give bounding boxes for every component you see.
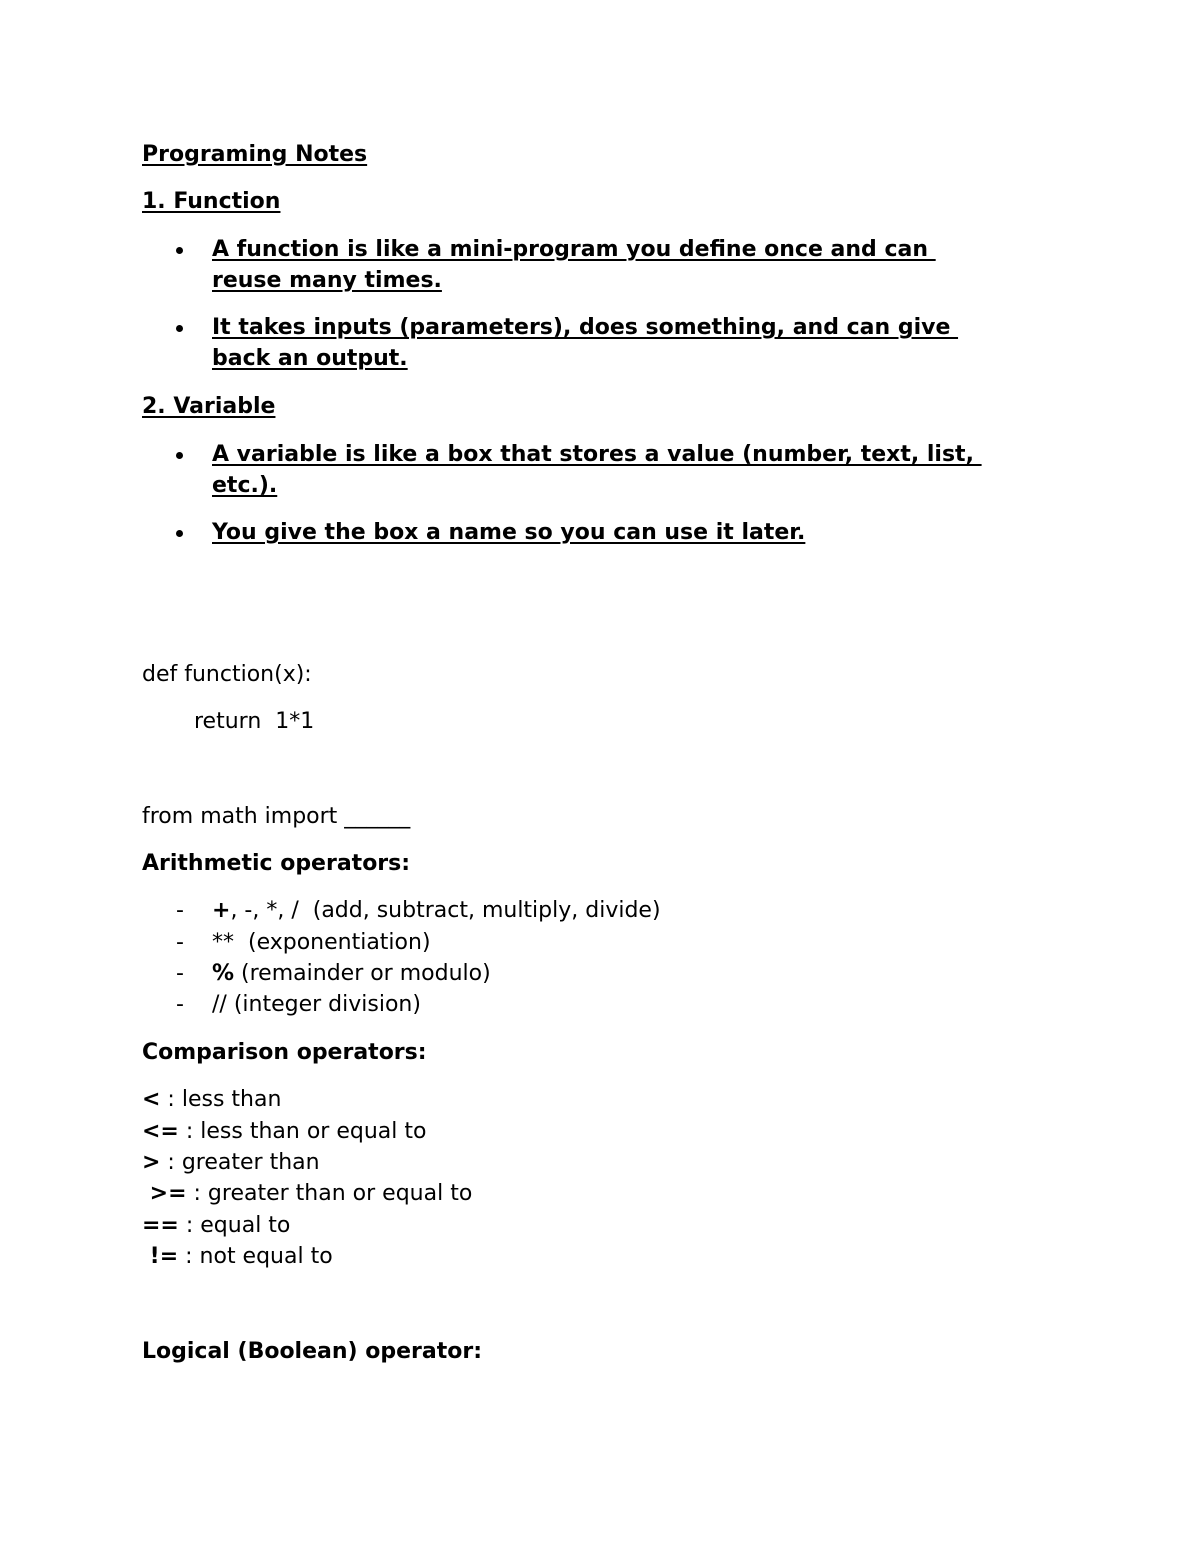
arithmetic-item-4 xyxy=(212,991,421,1019)
operator-description: (remainder or modulo) xyxy=(234,961,491,986)
arithmetic-heading: Arithmetic operators: xyxy=(142,851,411,876)
code-line-return: return 1*1 xyxy=(194,709,315,734)
operator-description: , -, *, / (add, subtract, multiply, divide) xyxy=(230,898,661,923)
function-bullet-2-line-1: It takes inputs (parameters), does something, and can give xyxy=(212,315,959,340)
comparison-item-1 xyxy=(142,1086,281,1114)
operator-symbol: + xyxy=(212,898,231,923)
function-bullet-1-line-2: reuse many times. xyxy=(212,268,442,293)
list-dash: - xyxy=(176,992,184,1017)
operator-description: (integer division) xyxy=(226,992,421,1017)
document-title: Programing Notes xyxy=(142,142,368,167)
function-bullet-1-line-1: A function is like a mini-program you define once and can xyxy=(212,237,936,262)
operator-description: : equal to xyxy=(178,1213,291,1238)
function-bullet-2-line-2: back an output. xyxy=(212,346,408,371)
bullet-icon xyxy=(176,530,183,537)
section-heading-variable: 2. Variable xyxy=(142,394,276,419)
comparison-item-3 xyxy=(142,1149,320,1177)
operator-description: : greater than xyxy=(160,1150,320,1175)
code-line-import: from math import ______ xyxy=(142,804,411,829)
operator-description: : less than or equal to xyxy=(178,1119,427,1144)
operator-description: : less than xyxy=(160,1087,282,1112)
arithmetic-item-2 xyxy=(212,929,431,957)
list-dash: - xyxy=(176,930,184,955)
operator-symbol: < xyxy=(142,1087,161,1112)
operator-symbol: ** xyxy=(212,930,234,955)
operator-description: : not equal to xyxy=(178,1244,333,1269)
operator-description: (exponentiation) xyxy=(234,930,431,955)
arithmetic-item-1 xyxy=(212,897,661,925)
list-dash: - xyxy=(176,961,184,986)
operator-symbol: != xyxy=(142,1244,179,1269)
variable-bullet-1-line-1: A variable is like a box that stores a value (number, text, list, xyxy=(212,442,982,467)
list-dash: - xyxy=(176,898,184,923)
comparison-item-5 xyxy=(142,1212,290,1240)
comparison-item-6 xyxy=(142,1243,333,1271)
comparison-heading: Comparison operators: xyxy=(142,1040,427,1065)
bullet-icon xyxy=(176,325,183,332)
bullet-icon xyxy=(176,452,183,459)
logical-heading: Logical (Boolean) operator: xyxy=(142,1339,483,1364)
comparison-item-2 xyxy=(142,1118,426,1146)
bullet-icon xyxy=(176,247,183,254)
variable-bullet-1-line-2: etc.). xyxy=(212,473,278,498)
section-heading-function: 1. Function xyxy=(142,189,281,214)
operator-symbol: % xyxy=(212,961,235,986)
operator-description: : greater than or equal to xyxy=(186,1181,473,1206)
operator-symbol: >= xyxy=(142,1181,187,1206)
arithmetic-item-3 xyxy=(212,960,491,988)
variable-bullet-2-line-1: You give the box a name so you can use it later. xyxy=(212,520,806,545)
code-line-def: def function(x): xyxy=(142,662,312,687)
operator-symbol: <= xyxy=(142,1119,179,1144)
operator-symbol: > xyxy=(142,1150,161,1175)
operator-symbol: // xyxy=(212,992,227,1017)
comparison-item-4 xyxy=(142,1180,472,1208)
operator-symbol: == xyxy=(142,1213,179,1238)
